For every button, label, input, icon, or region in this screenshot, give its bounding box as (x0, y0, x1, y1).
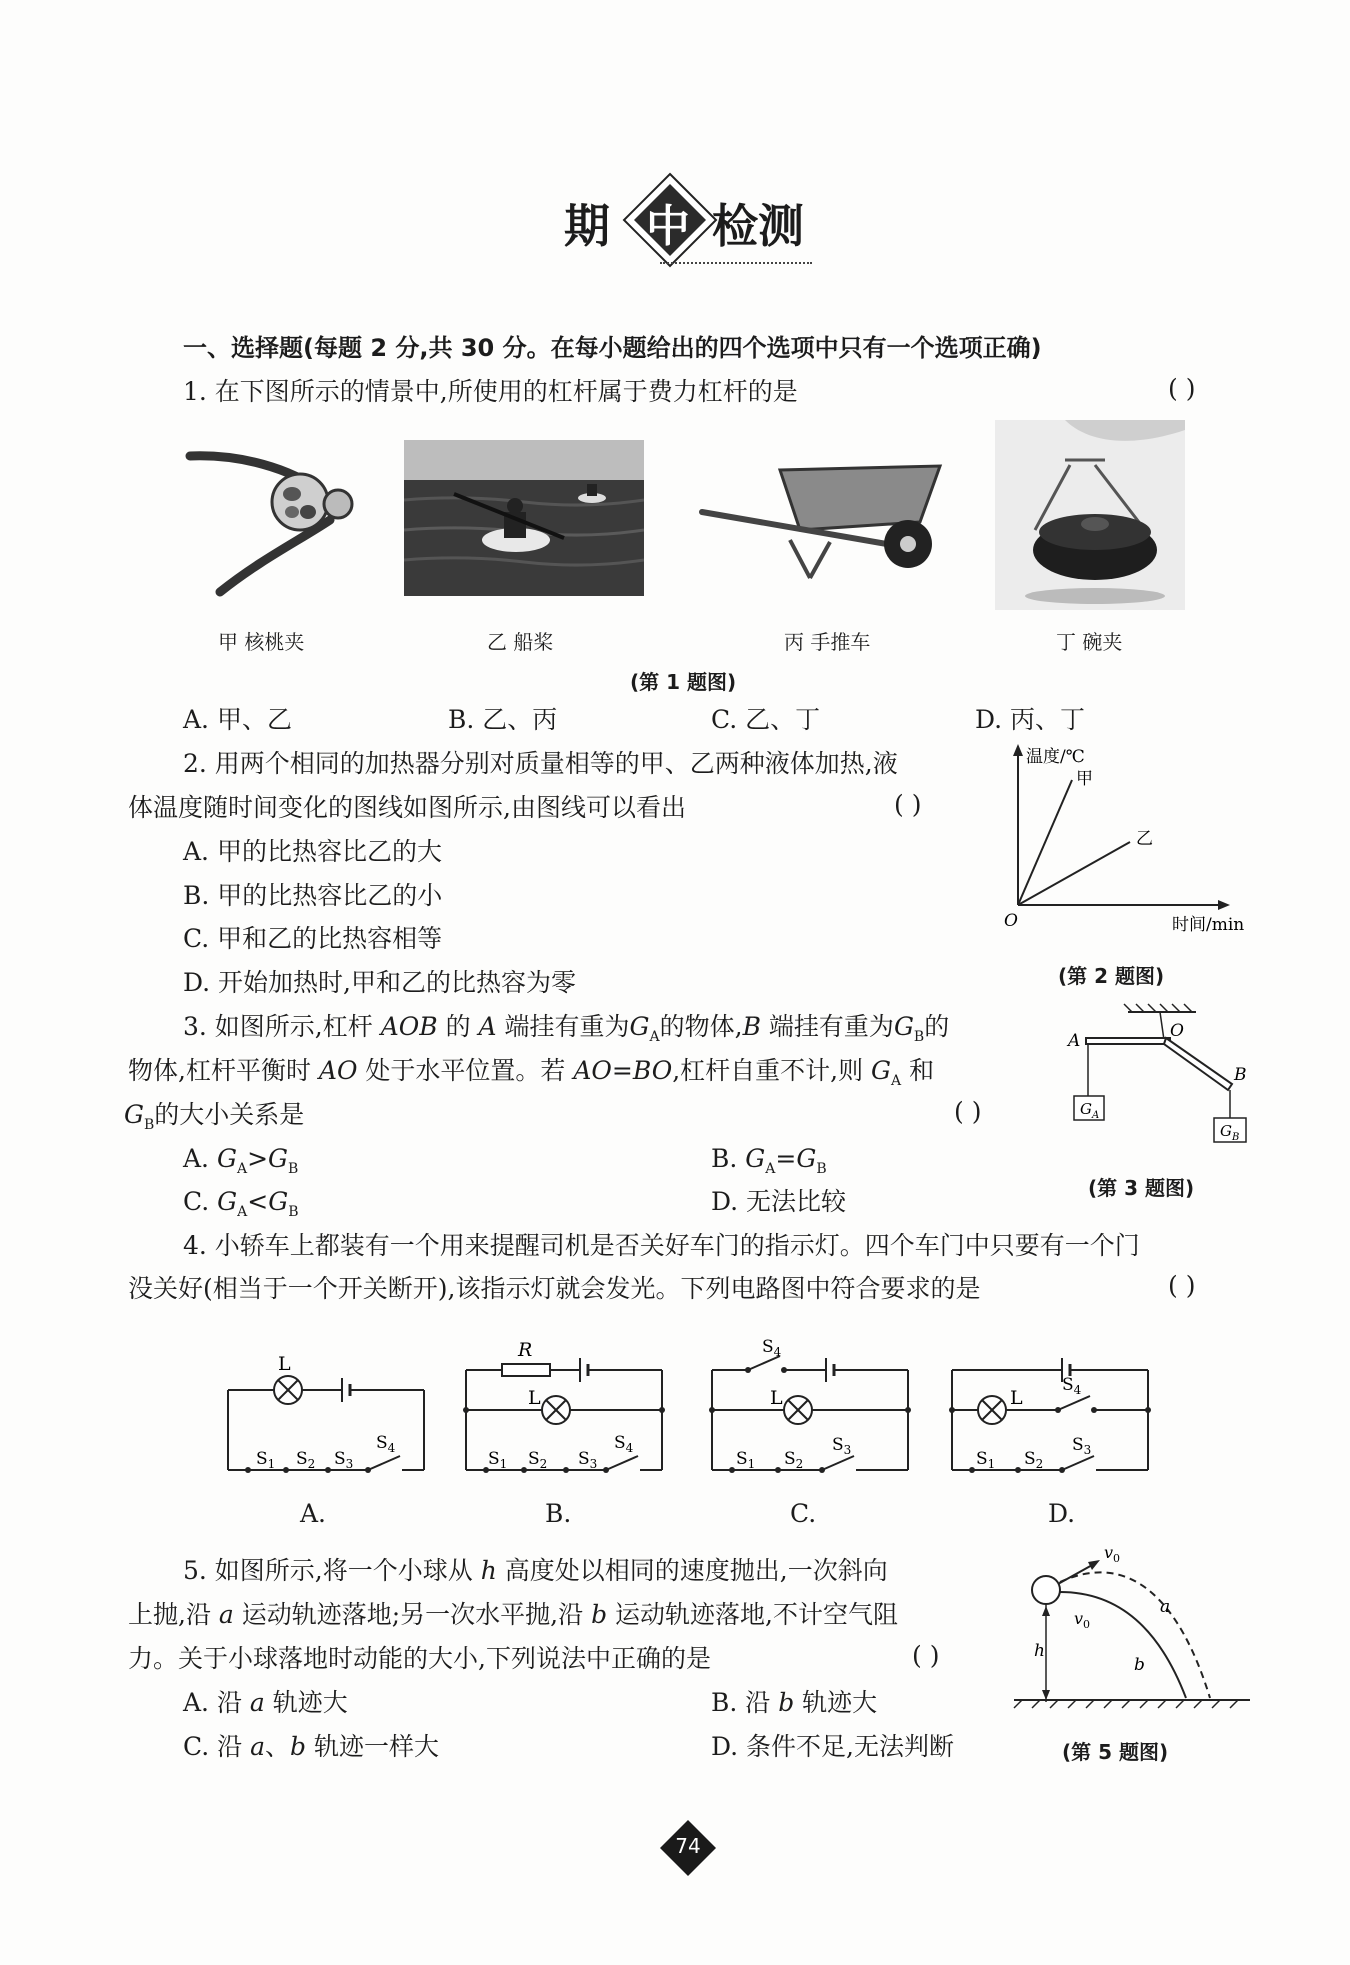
s: S (1072, 1435, 1084, 1455)
header-char-left: 期 (564, 199, 610, 253)
q2-graph-line-b-label: 乙 (1136, 829, 1153, 849)
q3-sub-a: A (237, 1204, 248, 1220)
s: S (528, 1449, 540, 1469)
q3-var-g: G (893, 1012, 914, 1041)
v: v (1074, 1609, 1084, 1628)
sub: 0 (1083, 1618, 1091, 1631)
q5-text: A. 沿 (183, 1688, 250, 1717)
q3-text: 物体,杠杆平衡时 (128, 1056, 319, 1085)
q1-stem: 1. 在下图所示的情景中,所使用的杠杆属于费力杠杆的是 (183, 377, 798, 406)
q4-stem-line2: 没关好(相当于一个开关断开),该指示灯就会发光。下列电路图中符合要求的是 (128, 1274, 981, 1303)
q3-var-g: G (124, 1100, 144, 1129)
q1-pic-oar-photo (404, 440, 644, 596)
header-char-center: 中 (646, 201, 690, 252)
sub: 4 (773, 1345, 782, 1359)
q4a-label-s2 (296, 1449, 315, 1471)
q4b-label-s4 (614, 1433, 634, 1455)
q2-graph-xlabel: 时间/min (1172, 915, 1245, 935)
q5-option-a (183, 1685, 348, 1721)
q5-text: 5. 如图所示,将一个小球从 (183, 1556, 481, 1585)
q4-circuit-a (224, 1340, 430, 1480)
header-char-right: 检测 (712, 199, 804, 253)
q4-option-c: C. (790, 1499, 817, 1528)
q3-option-a (183, 1141, 298, 1187)
q3-answer-paren: ( ) (954, 1097, 982, 1126)
q4b-label-l: L (528, 1387, 541, 1409)
q1-answer-paren: ( ) (1168, 374, 1196, 403)
q4-option-b: B. (545, 1499, 572, 1528)
s: S (256, 1449, 268, 1469)
sub: 4 (625, 1441, 634, 1455)
q4-stem-line1: 4. 小轿车上都装有一个用来提醒司机是否关好车门的指示灯。四个车门中只要有一个门 (183, 1231, 1140, 1260)
q1-pic-bowl-clip (995, 420, 1185, 610)
q4a-label-s4 (376, 1433, 396, 1455)
q5-var-b: b (290, 1732, 307, 1761)
q3-stem-line3 (124, 1097, 304, 1143)
q3-opt-prefix: A. (183, 1144, 217, 1173)
q5-answer-paren: ( ) (912, 1641, 940, 1670)
sub: 2 (795, 1457, 804, 1471)
q4a-label-s1 (256, 1449, 275, 1471)
q4c-label-s1 (736, 1449, 755, 1471)
q5-option-c (183, 1729, 439, 1765)
s: S (614, 1433, 626, 1453)
q5-text: 运动轨迹落地,不计空气阻 (607, 1600, 898, 1629)
q4-option-d: D. (1048, 1499, 1076, 1528)
header-underline (660, 262, 812, 264)
q3-sub-b: B (288, 1161, 299, 1177)
s: S (334, 1449, 346, 1469)
q3-text: 的 (924, 1012, 950, 1041)
q1-option-b: B. 乙、丙 (448, 705, 558, 734)
q5-option-d: D. 条件不足,无法判断 (711, 1732, 954, 1761)
q5-fig-v0-up (1104, 1543, 1120, 1565)
q4c-label-s3 (832, 1435, 851, 1457)
q4a-label-s3 (334, 1449, 353, 1471)
q1-option-c: C. 乙、丁 (711, 705, 821, 734)
q2-option-a: A. 甲的比热容比乙的大 (183, 837, 442, 866)
q3-text: 的 (437, 1012, 479, 1041)
s: S (762, 1337, 774, 1357)
q5-fig-label-b: b (1134, 1655, 1145, 1675)
q3-text: 的物体, (659, 1012, 743, 1041)
q3-fig-label-o: O (1170, 1021, 1184, 1041)
q5-text: B. 沿 (711, 1688, 779, 1717)
q2-graph-line-a-label: 甲 (1076, 769, 1093, 789)
s: S (376, 1433, 388, 1453)
q5-var-a: a (249, 1688, 265, 1717)
s: S (736, 1449, 748, 1469)
q3-stem-line2 (128, 1053, 934, 1099)
q3-fig-sub: A (1091, 1110, 1100, 1121)
q3-var-aobo: AO=BO (573, 1056, 673, 1085)
q5-fig-label-a: a (1160, 1597, 1171, 1617)
section-title: 一、选择题(每题 2 分,共 30 分。在每小题给出的四个选项中只有一个选项正确) (183, 334, 1042, 362)
q5-text: 、 (264, 1732, 290, 1761)
q2-option-b: B. 甲的比热容比乙的小 (183, 881, 443, 910)
q1-option-d: D. 丙、丁 (975, 705, 1086, 734)
q3-fig-label-a: A (1068, 1031, 1081, 1051)
q3-option-d: D. 无法比较 (711, 1187, 847, 1216)
q3-text: 处于水平位置。若 (357, 1056, 574, 1085)
q2-option-d: D. 开始加热时,甲和乙的比热容为零 (183, 968, 576, 997)
sub: 2 (539, 1457, 548, 1471)
q3-text: 端挂有重为 (496, 1012, 630, 1041)
q1-pic-label-4: 丁 碗夹 (1056, 630, 1123, 654)
sub: 1 (267, 1457, 276, 1471)
q4b-label-r: R (518, 1339, 533, 1361)
q4d-label-s3 (1072, 1435, 1091, 1457)
q3-caption: (第 3 题图) (1088, 1176, 1195, 1200)
q5-fig-v0-horiz (1074, 1609, 1090, 1631)
q3-sub-b: B (816, 1161, 827, 1177)
q3-sub-a: A (765, 1161, 776, 1177)
q5-var-b: b (591, 1600, 608, 1629)
q4-answer-paren: ( ) (1168, 1271, 1196, 1300)
q3-opt-prefix: B. (711, 1144, 746, 1173)
q3-var-g: G (871, 1056, 892, 1085)
q1-caption: (第 1 题图) (630, 670, 737, 694)
water-scene (404, 440, 644, 596)
q3-op: < (247, 1187, 269, 1216)
q3-var-g: G (745, 1144, 766, 1173)
sub: 1 (499, 1457, 508, 1471)
q3-var-a: A (478, 1012, 497, 1041)
q3-var-b: B (742, 1012, 761, 1041)
q5-projectile-figure (1010, 1540, 1260, 1710)
v: v (1104, 1543, 1114, 1562)
q3-text: 和 (901, 1056, 935, 1085)
q4-option-a: A. (300, 1499, 327, 1528)
q3-option-b (711, 1141, 827, 1187)
q5-fig-label-h: h (1034, 1641, 1045, 1661)
s: S (488, 1449, 500, 1469)
q1-pic-nutcracker (180, 440, 360, 610)
sub: 1 (747, 1457, 756, 1471)
q4c-label-l: L (770, 1387, 783, 1409)
sub: 4 (1073, 1383, 1082, 1397)
q4b-label-s3 (578, 1449, 597, 1471)
q3-var-g: G (796, 1144, 817, 1173)
sub: 3 (843, 1443, 852, 1457)
q5-text: 上抛,沿 (128, 1600, 219, 1629)
q3-lever-figure (1060, 1000, 1260, 1170)
q2-answer-paren: ( ) (894, 790, 922, 819)
q3-sub-a: A (891, 1073, 902, 1089)
q5-text: 轨迹大 (264, 1688, 348, 1717)
q5-caption: (第 5 题图) (1062, 1740, 1169, 1764)
q5-stem-line2 (128, 1597, 898, 1633)
q3-fig-label-b: B (1234, 1065, 1247, 1085)
q1-option-a: A. 甲、乙 (183, 705, 292, 734)
q3-sub-b: B (143, 1117, 155, 1133)
q3-var-g: G (268, 1187, 289, 1216)
page-number: 74 (675, 1834, 701, 1858)
sub: 3 (345, 1457, 354, 1471)
sub: 1 (987, 1457, 996, 1471)
q1-pic-wheelbarrow (700, 460, 950, 590)
page-header (540, 160, 820, 270)
s: S (976, 1449, 988, 1469)
s: S (1024, 1449, 1036, 1469)
q3-var-ao: AO (318, 1056, 358, 1085)
s: S (296, 1449, 308, 1469)
s: S (832, 1435, 844, 1455)
q2-graph-ylabel: 温度/℃ (1026, 747, 1085, 767)
q3-var-aob: AOB (380, 1012, 438, 1041)
q3-text: 3. 如图所示,杠杆 (183, 1012, 381, 1041)
q3-text: ,杠杆自重不计,则 (672, 1056, 872, 1085)
q4b-label-s2 (528, 1449, 547, 1471)
q3-stem-line1 (183, 1009, 949, 1055)
q1-pic-label-1: 甲 核桃夹 (218, 630, 305, 654)
sub: 2 (307, 1457, 316, 1471)
q3-fig-g: G (1220, 1122, 1232, 1140)
q4d-label-s1 (976, 1449, 995, 1471)
q5-var-b: b (778, 1688, 795, 1717)
q5-text: C. 沿 (183, 1732, 251, 1761)
q3-var-g: G (268, 1144, 288, 1173)
q3-var-g: G (629, 1012, 650, 1041)
q1-pic-label-3: 丙 手推车 (784, 630, 871, 654)
q2-stem-line2: 体温度随时间变化的图线如图所示,由图线可以看出 (128, 793, 686, 822)
q3-fig-sub: B (1231, 1132, 1240, 1143)
q2-option-c: C. 甲和乙的比热容相等 (183, 924, 443, 953)
q2-stem-line1: 2. 用两个相同的加热器分别对质量相等的甲、乙两种液体加热,液 (183, 749, 898, 778)
q5-option-b (711, 1685, 877, 1721)
q4-circuit-d (948, 1340, 1154, 1480)
q3-sub-b: B (288, 1204, 299, 1220)
q5-text: 轨迹一样大 (306, 1732, 439, 1761)
q5-text: 轨迹大 (794, 1688, 878, 1717)
q4d-label-s4 (1062, 1375, 1082, 1397)
sub: 3 (1083, 1443, 1092, 1457)
q4b-label-s1 (488, 1449, 507, 1471)
q3-option-c (183, 1184, 298, 1230)
q2-caption: (第 2 题图) (1058, 964, 1165, 988)
q5-text: 运动轨迹落地;另一次水平抛,沿 (233, 1600, 592, 1629)
q4a-label-l: L (278, 1353, 291, 1375)
q4-circuit-c (708, 1337, 914, 1480)
q3-sub-b: B (913, 1029, 925, 1045)
q3-var-g: G (217, 1187, 238, 1216)
q4d-label-s2 (1024, 1449, 1043, 1471)
q3-fig-g: G (1080, 1100, 1092, 1118)
q3-opt-prefix: C. (183, 1187, 218, 1216)
sub: 2 (1035, 1457, 1044, 1471)
q3-text: 的大小关系是 (154, 1100, 305, 1129)
q5-var-a: a (250, 1732, 265, 1761)
sub: 3 (589, 1457, 598, 1471)
q3-op: = (775, 1144, 797, 1173)
q3-text: 端挂有重为 (760, 1012, 894, 1041)
q2-graph (1000, 740, 1260, 940)
q5-stem-line1 (183, 1553, 888, 1589)
q4d-label-l: L (1010, 1387, 1023, 1409)
q3-sub-a: A (236, 1161, 248, 1177)
q5-text: 高度处以相同的速度抛出,一次斜向 (496, 1556, 888, 1585)
q4c-label-s4 (762, 1337, 782, 1359)
q3-sub-a: A (649, 1029, 660, 1045)
q4c-label-s2 (784, 1449, 803, 1471)
q5-var-h: h (480, 1556, 497, 1585)
q2-graph-origin: O (1004, 911, 1018, 931)
q3-var-g: G (216, 1144, 237, 1173)
q4-circuit-b (462, 1340, 668, 1480)
s: S (784, 1449, 796, 1469)
q3-op: > (247, 1144, 269, 1173)
sub: 4 (387, 1441, 396, 1455)
s: S (1062, 1375, 1074, 1395)
s: S (578, 1449, 590, 1469)
q5-stem-line3: 力。关于小球落地时动能的大小,下列说法中正确的是 (128, 1644, 711, 1673)
q5-var-a: a (218, 1600, 234, 1629)
sub: 0 (1113, 1552, 1121, 1565)
q1-pic-label-2: 乙 船桨 (487, 630, 554, 654)
